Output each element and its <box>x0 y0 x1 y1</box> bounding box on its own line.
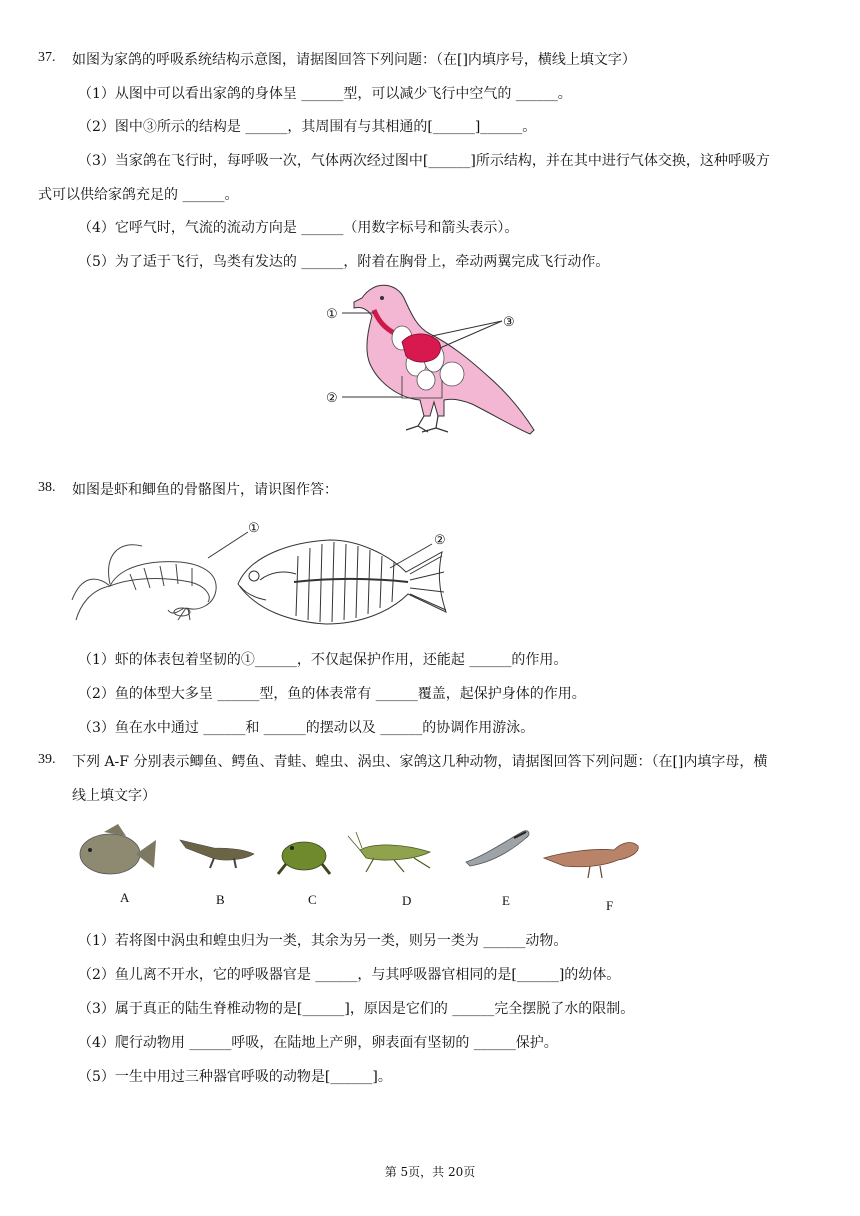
grasshopper-icon <box>348 832 430 872</box>
figure-label-1: ① <box>326 306 338 321</box>
q37-item-2: （2）图中③所示的结构是 ______，其周围有与其相通的[______]______。 <box>78 119 537 135</box>
carp-icon <box>80 824 156 874</box>
lungs <box>402 334 441 362</box>
q38-item-3: （3）鱼在水中通过 ______和 ______的摆动以及 ______的协调作用游泳。 <box>78 720 535 736</box>
question-37-stem: 如图为家鸽的呼吸系统结构示意图，请据图回答下列问题：（在[]内填序号，横线上填文字） <box>72 52 636 68</box>
q39-item-1: （1）若将图中涡虫和蝗虫归为一类，其余为另一类，则另一类为 ______动物。 <box>78 933 568 949</box>
figure-label-2: ② <box>434 532 446 547</box>
figure-label-1: ① <box>248 520 260 535</box>
animal-label-c: C <box>308 892 317 907</box>
crocodile-icon <box>180 840 254 868</box>
animal-label-e: E <box>502 893 510 908</box>
fish-skeleton-icon <box>238 540 446 624</box>
q39-item-4: （4）爬行动物用 ______呼吸，在陆地上产卵，卵表面有坚韧的 ______保护。 <box>78 1035 558 1051</box>
q37-item-5: （5）为了适于飞行，鸟类有发达的 ______，附着在胸骨上，牵动两翼完成飞行动作。 <box>78 254 610 270</box>
animal-label-f: F <box>606 898 614 913</box>
q38-item-2: （2）鱼的体型大多呈 ______型，鱼的体表常有 ______覆盖，起保护身体的作用。 <box>78 686 586 702</box>
q37-item-3: （3）当家鸽在飞行时，每呼吸一次，气体两次经过图中[______]所示结构，并在其中进行气体交换，这种呼吸方 <box>78 153 770 169</box>
q37-item-3-cont: 式可以供给家鸽充足的 ______。 <box>38 187 239 203</box>
question-38-stem: 如图是虾和鲫鱼的骨骼图片，请识图作答： <box>72 482 338 498</box>
pigeon-icon <box>544 843 638 878</box>
q38-item-1: （1）虾的体表包着坚韧的①______，不仅起保护作用，还能起 ______的作用。 <box>78 652 568 668</box>
question-39-stem-line-2: 线上填文字） <box>72 788 156 804</box>
pigeon-respiratory-figure <box>322 276 542 438</box>
figure-label-3: ③ <box>503 314 515 329</box>
q37-item-1: （1）从图中可以看出家鸽的身体呈 ______型，可以减少飞行中空气的 ______。 <box>78 86 572 102</box>
shrimp-icon <box>72 545 216 620</box>
q37-item-4: （4）它呼气时，气流的流动方向是 ______（用数字标号和箭头表示）。 <box>78 220 519 236</box>
animals-figure <box>74 818 654 914</box>
animal-label-a: A <box>120 890 130 905</box>
question-39-number: 39. <box>38 752 56 767</box>
q39-item-3: （3）属于真正的陆生脊椎动物的是[______]，原因是它们的 ______完全摆脱了水的限制。 <box>78 1001 635 1017</box>
question-37-number: 37. <box>38 50 56 65</box>
figure-label-2: ② <box>326 390 338 405</box>
frog-icon <box>278 842 330 874</box>
page-footer: 第 5页，共 20页 <box>384 1165 476 1179</box>
question-39-stem-line-1: 下列 A-F 分别表示鲫鱼、鳄鱼、青蛙、蝗虫、涡虫、家鸽这几种动物，请据图回答下列问题：（在[]内填字母，横 <box>72 754 768 770</box>
q39-item-2: （2）鱼儿离不开水，它的呼吸器官是 ______，与其呼吸器官相同的是[______]的幼体。 <box>78 967 621 983</box>
question-38-number: 38. <box>38 480 56 495</box>
shrimp-fish-skeleton-figure <box>70 516 460 634</box>
animal-label-b: B <box>216 892 225 907</box>
q39-item-5: （5）一生中用过三种器官呼吸的动物是[______]。 <box>78 1069 392 1085</box>
planarian-icon <box>466 831 529 866</box>
animal-label-d: D <box>402 893 412 908</box>
